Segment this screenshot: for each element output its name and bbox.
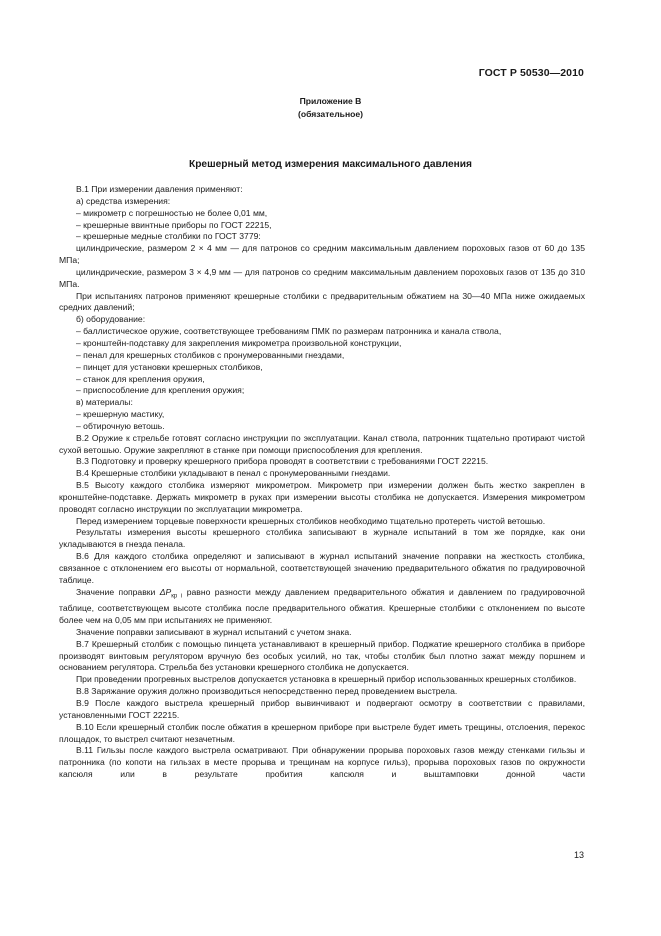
paragraph-correction (59, 587, 585, 627)
list-item: – крешерную мастику, (76, 409, 165, 420)
standard-number: ГОСТ Р 50530—2010 (478, 67, 584, 79)
paragraph: При проведении прогревных выстрелов допускается установка в крешерный прибор использованных крешерных столбиков. (76, 674, 577, 685)
correction-subscript: кр i (171, 593, 183, 600)
paragraph: В.9 После каждого выстрела крешерный прибор вывинчивают и подвергают осмотру в соответствии с правилами, установленными ГОСТ 22215. (59, 698, 585, 720)
list-item: – кронштейн-подставку для закрепления микрометра произвольной конструкции, (76, 337, 402, 348)
paragraph: В.10 Если крешерный столбик после обжатия в крешерном приборе при выстреле будет иметь трещины, отслоения, перекос площадок, то выстрел считают незачетным. (59, 721, 585, 744)
paragraph: В.4 Крешерные столбики укладывают в пенал с пронумерованными гнездами. (76, 468, 391, 479)
list-item: – приспособление для крепления оружия; (76, 385, 245, 396)
paragraph: В.7 Крешерный столбик с помощью пинцета устанавливают в крешерный прибор. Поджатие крешерного столбика в приборе производят винтовым регулятором вручную без особых усилий, но так, чтобы столбик был плотно зажат между поршнем и основанием регулятора. Стрельба без установки крешерного столбика не допускается. (59, 638, 585, 673)
paragraph: В.1 При измерении давления применяют: (76, 184, 243, 194)
appendix-label: Приложение В (299, 96, 362, 106)
list-item: – баллистическое оружие, соответствующее требованиям ПМК по размерам патронника и канала ствола, (76, 326, 502, 337)
list-item: – микрометр с погрешностью не более 0,01 мм, (76, 207, 268, 218)
document-body (59, 184, 585, 781)
paragraph: В.11 Гильзы после каждого выстрела осматривают. При обнаружении прорыва пороховых газов между стенками гильзы и патронника (по копоти на гильзах в месте прорыва и трещинам на корпусе гильз), прорыва пороховых газов по окружности капсюля или в результате пробития капсюля и выштамповки донной части (59, 745, 585, 780)
paragraph: В.6 Для каждого столбика определяют и записывают в журнал испытаний значение поправки на жесткость столбика, связанное с отклонением его высоты от нормальной, соответствующей значению предварительного обжатия по градуировочной таблице. (59, 551, 585, 585)
section-title: Крешерный метод измерения максимального давления (188, 159, 473, 170)
list-heading: а) средства измерения: (76, 195, 171, 206)
correction-text-before: Значение поправки (76, 586, 160, 597)
paragraph: Значение поправки записывают в журнал испытаний с учетом знака. (76, 626, 352, 637)
appendix-heading (0, 95, 661, 121)
list-item: – крешерные медные столбики по ГОСТ 3779: (76, 231, 261, 242)
appendix-status: (обязательное) (297, 109, 364, 119)
list-item: – крешерные ввинтные приборы по ГОСТ 22215, (76, 219, 272, 230)
list-item: – пинцет для установки крешерных столбиков, (76, 361, 263, 372)
list-item: – обтирочную ветошь. (76, 420, 165, 431)
paragraph: В.3 Подготовку и проверку крешерного прибора проводят в соответствии с требованиями ГОСТ 22215. (76, 456, 489, 467)
paragraph: цилиндрические, размером 3 × 4,9 мм — для патронов со средним максимальным давлением пороховых газов от 135 до 310 МПа. (59, 266, 585, 289)
paragraph: цилиндрические, размером 2 × 4 мм — для патронов со средним максимальным давлением пороховых газов от 60 до 135 МПа; (59, 243, 585, 266)
paragraph: В.2 Оружие к стрельбе готовят согласно инструкции по эксплуатации. Канал ствола, патронник тщательно протирают чистой сухой ветошью. Оружие закрепляют в станке при помощи приспособления для крепления. (59, 432, 585, 455)
paragraph: В.8 Заряжание оружия должно производиться непосредственно перед проведением выстрела. (76, 686, 458, 697)
paragraph: При испытаниях патронов применяют крешерные столбики с предварительным обжатием на 30—40 МПа ниже ожидаемых средних давлений; (59, 290, 585, 313)
correction-text-after: равно разности между давлением предварительного обжатия и давлением по градуировочной таблице, соответствующем высоте столбика после предварительного обжатия. Крешерные столбики с отклонением по высоте более чем на 0,05 мм при испытаниях не применяют. (59, 586, 585, 626)
paragraph: В.5 Высоту каждого столбика измеряют микрометром. Микрометр при измерении должен быть жестко закреплен в кронштейне-подставке. Держать микрометр в руках при измерении высоты столбика не допускается. Измерения микрометром проводят согласно инструкции по эксплуатации микрометра. (59, 480, 585, 514)
correction-symbol: ΔP (159, 586, 172, 597)
list-item: – пенал для крешерных столбиков с пронумерованными гнездами, (76, 349, 345, 360)
page-number: 13 (573, 850, 584, 860)
paragraph: Результаты измерения высоты крешерного столбика записывают в журнале испытаний в том же порядке, как они укладываются в гнезда пенала. (59, 527, 585, 550)
list-item: – станок для крепления оружия, (76, 373, 205, 384)
list-heading: в) материалы: (76, 397, 133, 408)
list-heading: б) оборудование: (76, 314, 146, 325)
paragraph: Перед измерением торцевые поверхности крешерных столбиков необходимо тщательно протереть чистой ветошью. (76, 515, 546, 526)
